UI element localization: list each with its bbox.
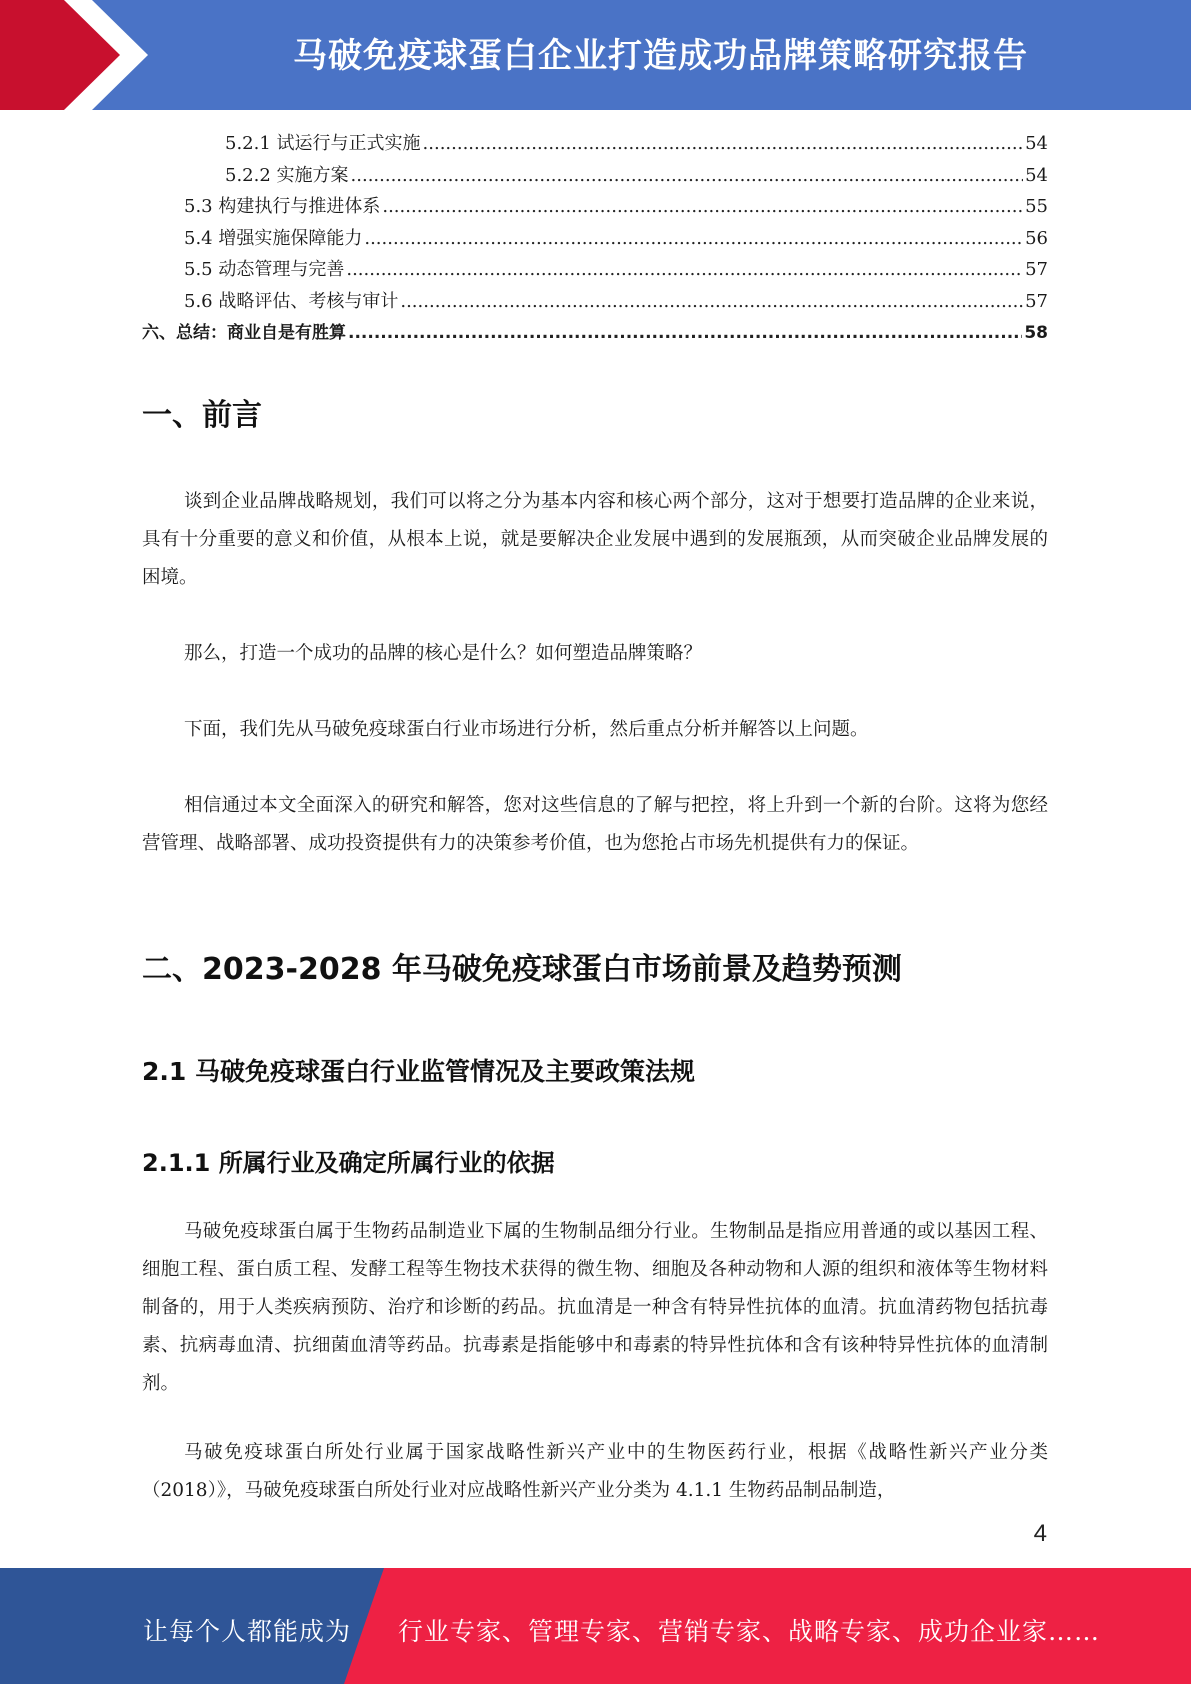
toc-entry-label: 5.5 动态管理与完善 (184, 259, 345, 280)
paragraph: 下面，我们先从马破免疫球蛋白行业市场进行分析，然后重点分析并解答以上问题。 (184, 719, 869, 740)
toc-entry-label: 六、总结：商业自是有胜算 (142, 323, 346, 343)
toc-entry[interactable] (142, 224, 1048, 256)
toc-entry-label: 5.2.2 实施方案 (225, 164, 349, 186)
toc-entry-page: 55 (1025, 196, 1048, 217)
toc-entry-page: 57 (1025, 259, 1048, 280)
toc-leader (351, 165, 1024, 186)
table-of-contents (142, 129, 1048, 350)
paragraph: 马破免疫球蛋白属于生物药品制造业下属的生物制品细分行业。生物制品是指应用普通的或以基因工程、细胞工程、蛋白质工程、发酵工程等生物技术获得的微生物、细胞及各种动物和人源的组织和液体等生物材料制备的，用于人类疾病预防、治疗和诊断的药品。抗血清是一种含有特异性抗体的血清。抗血清药物包括抗毒素、抗病毒血清、抗细菌血清等药品。抗毒素是指能够中和毒素的特异性抗体和含有该种特异性抗体的血清制剂。 (142, 1221, 1048, 1394)
toc-leader (348, 323, 1022, 343)
toc-entry-page: 58 (1024, 323, 1048, 343)
paragraph: 谈到企业品牌战略规划，我们可以将之分为基本内容和核心两个部分，这对于想要打造品牌的企业来说，具有十分重要的意义和价值，从根本上说，就是要解决企业发展中遇到的发展瓶颈，从而突破企业品牌发展的困境。 (142, 491, 1048, 588)
footer-slogan-right: 行业专家、管理专家、营销专家、战略专家、成功企业家…… (398, 1617, 1101, 1646)
section-heading: 二、2023-2028 年马破免疫球蛋白市场前景及趋势预测 (142, 952, 902, 987)
toc-leader (346, 259, 1023, 280)
toc-leader (423, 133, 1024, 154)
subsection-heading: 2.1 马破免疫球蛋白行业监管情况及主要政策法规 (142, 1057, 695, 1086)
toc-entry[interactable] (142, 129, 1048, 161)
subsubsection-heading: 2.1.1 所属行业及确定所属行业的依据 (142, 1149, 555, 1177)
paragraph: 马破免疫球蛋白所处行业属于国家战略性新兴产业中的生物医药行业，根据《战略性新兴产业分类（2018）》，马破免疫球蛋白所处行业对应战略性新兴产业分类为 4.1.1 生物药品制品制造， (142, 1442, 1048, 1501)
toc-entry-label: 5.3 构建执行与推进体系 (184, 196, 381, 217)
toc-entry-label: 5.6 战略评估、考核与审计 (184, 290, 399, 312)
page-number: 4 (1033, 1520, 1047, 1547)
toc-leader (364, 228, 1023, 249)
toc-entry[interactable] (142, 287, 1048, 319)
paragraph: 相信通过本文全面深入的研究和解答，您对这些信息的了解与把控，将上升到一个新的台阶。这将为您经营管理、战略部署、成功投资提供有力的决策参考价值，也为您抢占市场先机提供有力的保证。 (142, 795, 1048, 854)
paragraph: 那么，打造一个成功的品牌的核心是什么？如何塑造品牌策略？ (184, 643, 703, 664)
footer-slogan-left: 让每个人都能成为 (143, 1617, 352, 1646)
toc-entry-page: 57 (1025, 290, 1048, 312)
toc-leader (400, 291, 1023, 312)
toc-entry-label: 5.2.1 试运行与正式实施 (225, 133, 421, 154)
toc-entry[interactable] (142, 255, 1048, 287)
toc-entry[interactable] (142, 318, 1048, 350)
toc-entry-page: 56 (1025, 227, 1048, 249)
toc-entry[interactable] (142, 161, 1048, 193)
toc-entry-page: 54 (1025, 164, 1048, 186)
toc-entry[interactable] (142, 192, 1048, 224)
section-heading: 一、前言 (142, 398, 262, 433)
report-title: 马破免疫球蛋白企业打造成功品牌策略研究报告 (293, 36, 1028, 76)
toc-entry-page: 54 (1025, 133, 1048, 154)
toc-entry-label: 5.4 增强实施保障能力 (184, 227, 363, 249)
toc-leader (382, 196, 1023, 217)
page-header (0, 0, 1191, 110)
